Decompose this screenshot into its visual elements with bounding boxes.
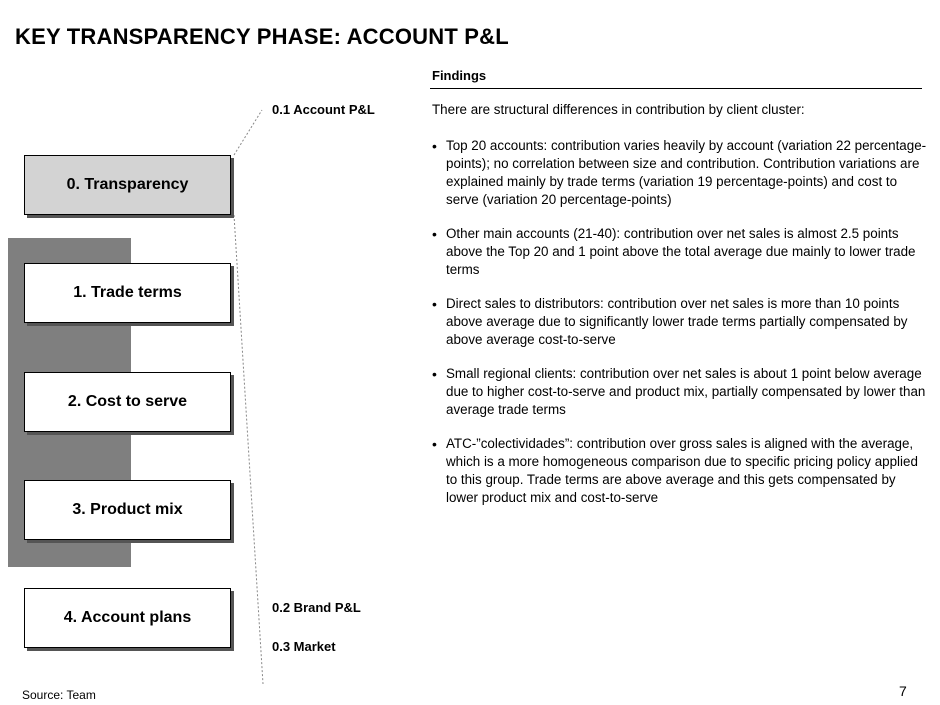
- bullet-icon: •: [432, 366, 437, 382]
- finding-item: [432, 137, 927, 209]
- finding-text: Small regional clients: contribution over net sales is about 1 point below average due to higher cost-to-serve and product mix, partially compensated by lower than average trade terms: [446, 366, 926, 417]
- phase-label: 1. Trade terms: [73, 284, 182, 301]
- findings-list: [432, 137, 927, 523]
- sub-item-market: 0.3 Market: [272, 639, 336, 654]
- bullet-icon: •: [432, 138, 437, 154]
- phase-box-transparency[interactable]: [24, 155, 231, 215]
- findings-intro: There are structural differences in contribution by client cluster:: [432, 102, 805, 117]
- finding-text: Top 20 accounts: contribution varies heavily by account (variation 22 percentage-points); no correlation between size and contribution. Contribution variations are explained mainly by trade terms (variation 19 percentage-points) and cost to serve (variation 20 percentage-points): [446, 138, 927, 207]
- phase-label: 3. Product mix: [72, 501, 183, 518]
- finding-item: [432, 365, 927, 419]
- phase-box-product-mix[interactable]: [24, 480, 231, 540]
- phase-label: 0. Transparency: [66, 176, 189, 193]
- finding-text: ATC-”colectividades”: contribution over gross sales is aligned with the average, which is a more homogeneous comparison due to specific pricing policy applied to this group. Trade terms are above average and this gets compensated by lower product mix and cost-to-serve: [446, 436, 918, 505]
- bullet-icon: •: [432, 436, 437, 452]
- phase-box-trade-terms[interactable]: [24, 263, 231, 323]
- page-number: 7: [899, 683, 907, 699]
- finding-text: Direct sales to distributors: contribution over net sales is more than 10 points above average due to significantly lower trade terms partially compensated by above average cost-to-serve: [446, 296, 908, 347]
- sub-item-account-pl: 0.1 Account P&L: [272, 102, 375, 117]
- sub-item-brand-pl: 0.2 Brand P&L: [272, 600, 361, 615]
- phase-label: 4. Account plans: [63, 609, 192, 626]
- findings-heading: Findings: [432, 68, 487, 83]
- page-title: KEY TRANSPARENCY PHASE: ACCOUNT P&L: [15, 24, 509, 49]
- phase-label: 2. Cost to serve: [67, 393, 188, 410]
- finding-item: [432, 225, 927, 279]
- source-note: Source: Team: [22, 688, 96, 702]
- finding-item: [432, 435, 927, 507]
- bullet-icon: •: [432, 296, 437, 312]
- finding-item: [432, 295, 927, 349]
- phase-box-account-plans[interactable]: [24, 588, 231, 648]
- finding-text: Other main accounts (21-40): contribution over net sales is almost 2.5 points above the Top 20 and 1 point above the total average due mainly to lower trade terms: [446, 226, 916, 277]
- phase-box-cost-to-serve[interactable]: [24, 372, 231, 432]
- bullet-icon: •: [432, 226, 437, 242]
